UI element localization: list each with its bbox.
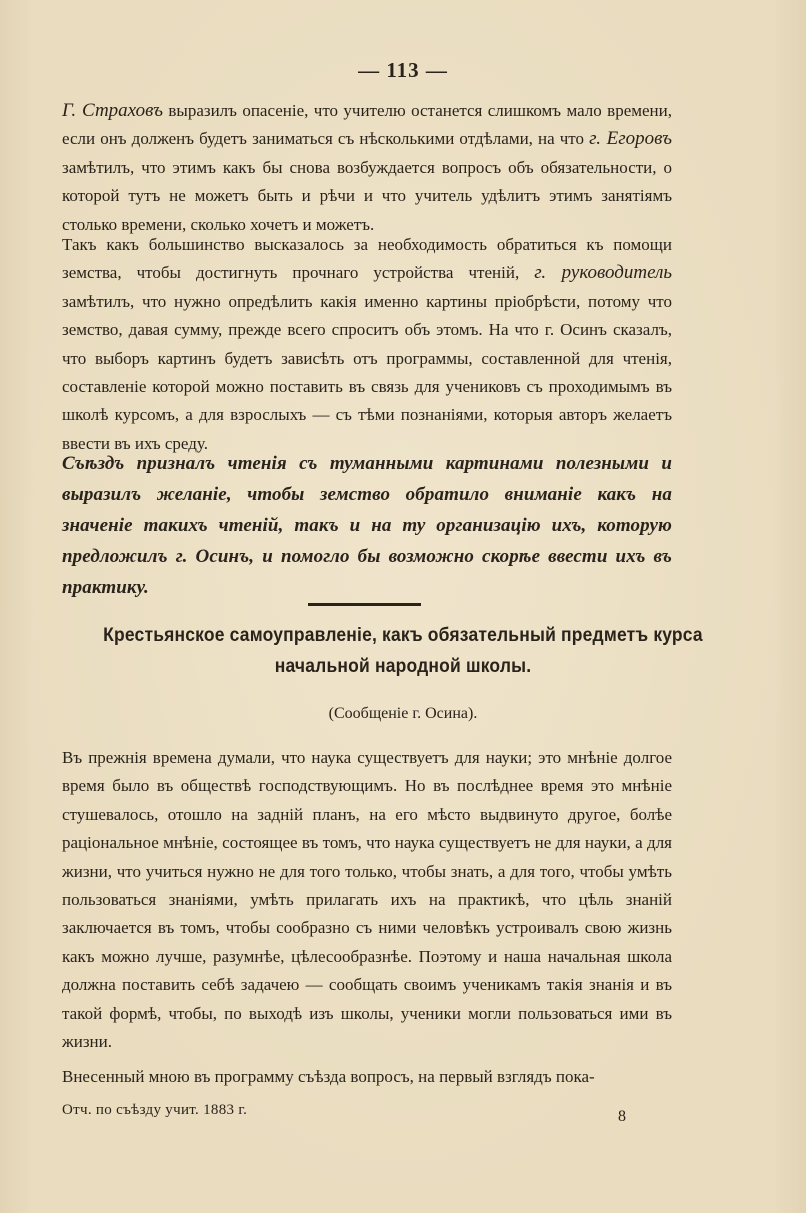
paragraph-question: Внесенный мною въ программу съѣзда вопросъ, на первый взглядъ пока- xyxy=(62,1067,595,1086)
paragraph-text: выразилъ опасеніе, что учителю останется слишкомъ мало времени, если онъ долженъ будетъ заниматься съ нѣсколькими отдѣлами, на что xyxy=(62,101,672,149)
paragraph-resolution: Съѣздъ призналъ чтенія съ туманными картинами полезными и выразилъ желаніе, чтобы земство обратило вниманіе какъ на значеніе такихъ чтеній, такъ и на ту организацію ихъ, которую предложилъ г. Осинъ, и помогло бы возможно скорѣе ввести ихъ въ практику. xyxy=(62,453,672,598)
footer-signature: Отч. по съѣзду учит. 1883 г. xyxy=(62,1102,248,1118)
section-subtitle: (Сообщеніе г. Осина). xyxy=(328,705,478,722)
speaker-name-supervisor: г. руководитель xyxy=(534,262,672,284)
paragraph-text: замѣтилъ, что этимъ какъ бы снова возбуждается вопросъ объ обязательности, о которой тутъ не можетъ быть и рѣчи и что учитель удѣлитъ этимъ занятіямъ столько времени, сколько хочетъ и можетъ. xyxy=(62,157,672,234)
speaker-name-egorov: г. Егоровъ xyxy=(589,128,672,150)
paragraph-strakhov xyxy=(62,97,672,239)
page-number: — 113 — xyxy=(358,58,448,82)
paragraph-text: Такъ какъ большинство высказалось за необходимость обратиться къ помощи земства, чтобы достигнуть прочнаго устройства чтеній, xyxy=(62,235,672,283)
section-divider xyxy=(308,603,421,606)
paragraph-science: Въ прежнія времена думали, что наука существуетъ для науки; это мнѣніе долгое время было въ обществѣ господствующимъ. Но въ послѣднее время это мнѣніе стушевалось, отошло на задній планъ, на его мѣсто выдвинуто другое, болѣе раціональное мнѣніе, состоящее въ томъ, что наука существуетъ не для науки, а для жизни, что учиться нужно не для того только, чтобы знать, а для того, чтобы умѣть пользоваться знаніями, умѣть прилагать ихъ на практикѣ, что цѣль знаній заключается въ томъ, чтобы сообразно съ ними человѣкъ устроивалъ свою жизнь какъ можно лучше, разумнѣе, цѣлесообразнѣе. Поэтому и наша начальная школа должна поставить себѣ задачею — сообщать своимъ ученикамъ такія знанія и въ такой формѣ, чтобы, по выходѣ изъ школы, ученики могли пользоваться ими въ жизни. xyxy=(62,748,672,1052)
paragraph-majority xyxy=(62,231,672,458)
speaker-name-strakhov: Г. Страховъ xyxy=(62,100,163,121)
footer-sheet-number: 8 xyxy=(618,1108,626,1125)
paragraph-text: замѣтилъ, что нужно опредѣлить какія именно картины пріобрѣсти, потому что земство, давая сумму, прежде всего спроситъ объ этомъ. На что г. Осинъ сказалъ, что выборъ картинъ будетъ зависѣть отъ программы, составленной для чтенія, составленіе которой можно поставить въ связь для учениковъ съ проходимымъ въ школѣ курсомъ, а для взрослыхъ — съ тѣми познаніями, которыя авторъ желаетъ ввести въ ихъ среду. xyxy=(62,291,672,453)
section-title: Крестьянское самоуправленіе, какъ обязательный предметъ курса начальной народной школы. xyxy=(103,625,703,677)
